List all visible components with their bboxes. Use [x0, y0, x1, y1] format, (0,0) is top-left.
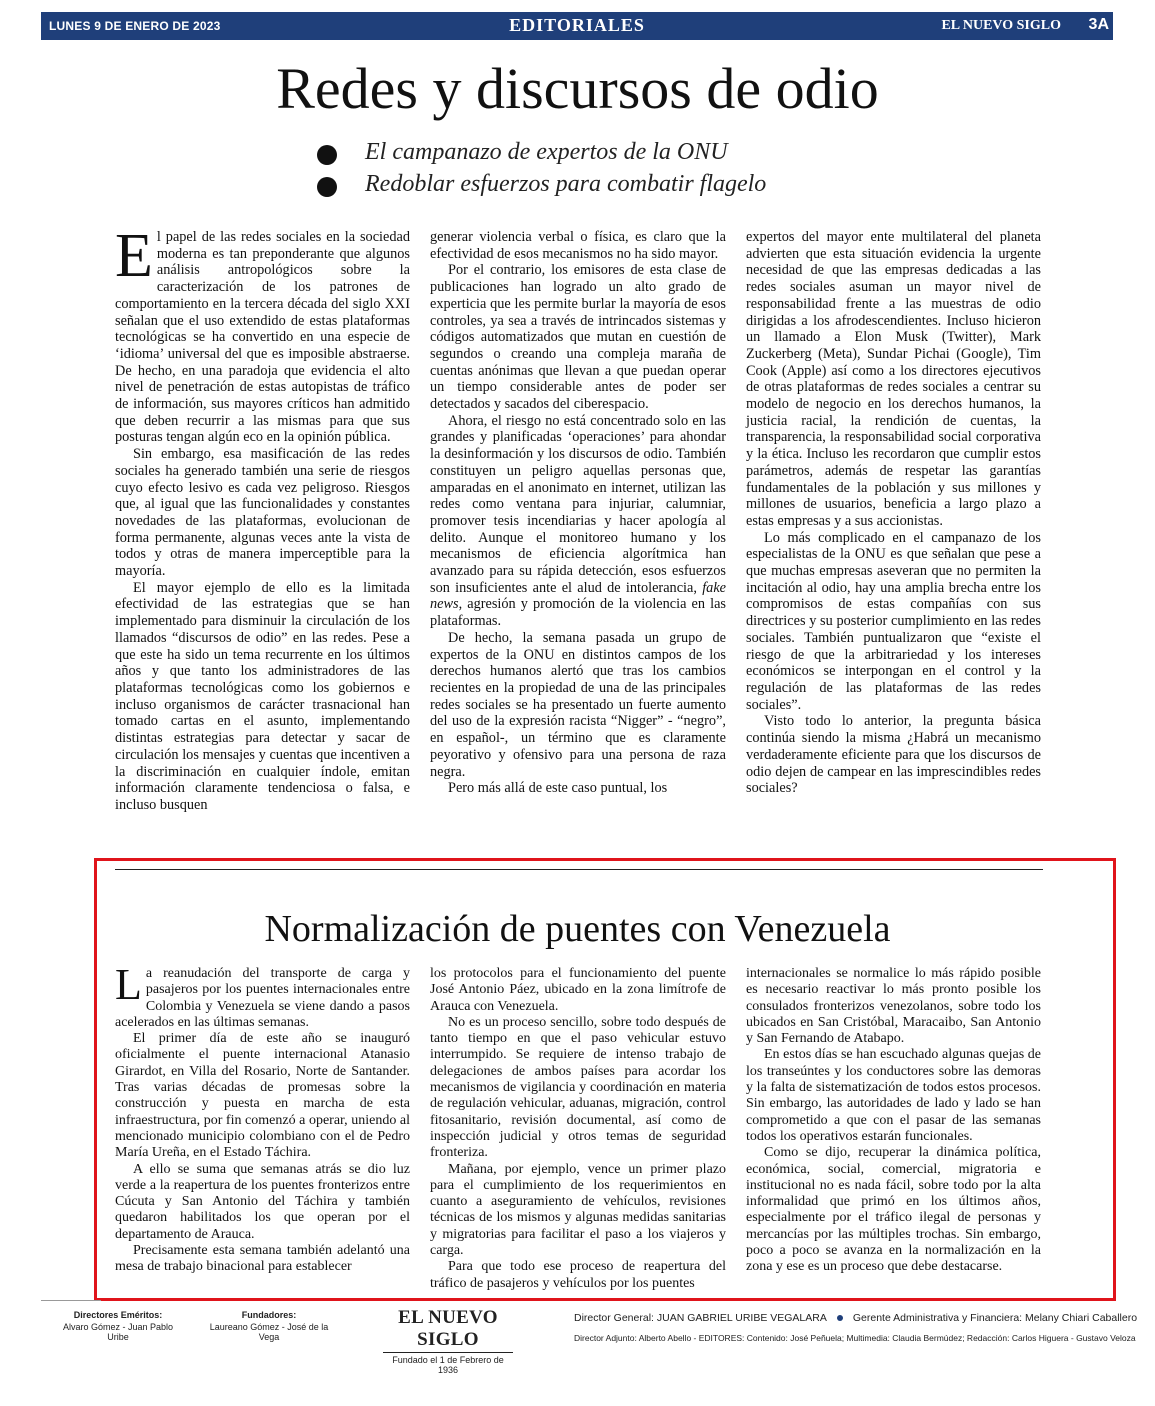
paragraph: Para que todo ese proceso de reapertura del tráfico de pasajeros y vehículos por los puentes	[430, 1259, 726, 1291]
paragraph: El papel de las redes sociales en la sociedad moderna es tan preponderante que algunos análisis antropológicos sobre la caracterización de los patrones de comportamiento en la tercera década del siglo XXI señalan que el uso extendido de estas plataformas tecnológicas se ha convertido en una especie de ‘idioma’ universal del que es imposible abstraerse. De hecho, en una paradoja que evidencia el alto nivel de penetración de estas autopistas de tráfico de información, sus mayores críticos han admitido que deben recurrir a las mismas para que sus posturas tengan algún eco en la opinión pública.	[115, 222, 410, 446]
bullet-icon	[837, 1315, 843, 1321]
newspaper-logo: EL NUEVO SIGLO	[383, 1307, 513, 1353]
page-number: 3A	[1088, 16, 1109, 33]
paragraph: Por el contrario, los emisores de esta clase de publicaciones han logrado un alto grado de experticia que les permite burlar la mayoría de esos controles, ya sea a través de intrincados sistemas y códigos automatizados que mutan en cuestión de segundos o creando una compleja maraña de cuentas anónimas que llevan a que puedan operar un tiempo considerable antes de poder ser detectados y sacados del ciberespacio.	[430, 262, 726, 413]
fundadores-names: Laureano Gómez - José de la Vega	[209, 1322, 329, 1342]
section-title: EDITORIALES	[509, 15, 645, 35]
highlight-frame	[94, 858, 1116, 1301]
staff-line-1	[574, 1312, 1138, 1324]
paragraph: No es un proceso sencillo, sobre todo después de tanto tiempo en que el paso vehicular estuvo interrumpido. Se requiere de intenso trabajo de delegaciones de ambos países para acordar los mecanismos de vigilancia y coordinación en materia de regulación vehicular, aduanas, migración, control fitosanitario, revisión documental, así como de inspección judicial y otros temas de seguridad fronteriza.	[430, 1014, 726, 1161]
paragraph-continuation: los protocolos para el funcionamiento del puente José Antonio Páez, ubicado en la zona limítrofe de Arauca con Venezuela.	[430, 966, 726, 1014]
editorial-1-subtitles	[315, 136, 766, 200]
footer-staff	[574, 1312, 1138, 1343]
footer-divider	[41, 1300, 101, 1301]
paragraph-continuation: internacionales se normalice lo más rápido posible es necesario reactivar lo más pronto posible los consulados fronterizos venezolanos, sobre todo los ubicados en San Cristóbal, Maracaibo, San Antonio y San Fernando de Atabapo.	[746, 966, 1041, 1047]
drop-cap: L	[115, 960, 142, 1009]
paragraph: La reanudación del transporte de carga y pasajeros por los puentes internacionales entre Colombia y Venezuela se viene dando a pasos acelerados en las últimas semanas.	[115, 960, 410, 1030]
paragraph-continuation: expertos del mayor ente multilateral del planeta advierten que esta situación evidencia la urgente necesidad de que las empresas dedicadas a las redes sociales asuman un mayor nivel de responsabilidad frente a las muestras de odio dirigidas a los afrodescendientes. Incluso hicieron un llamado a Elon Musk (Twitter), Mark Zuckerberg (Meta), Sundar Pichai (Google), Tim Cook (Apple) así como a los directores ejecutivos de otras plataformas de redes sociales a centrar su modelo de negocio en los derechos humanos, la justicia racial, la rendición de cuentas, la transparencia, la responsabilidad social corporativa y la ética. Incluso les recordaron que cumplir estos parámetros, además de respetar las garantías fundamentales de la población y sus millones y millones de usuarios, beneficia a largo plazo a estas empresas y a sus accionistas.	[746, 229, 1041, 529]
director-general: Director General: JUAN GABRIEL URIBE VEGALARA	[574, 1312, 827, 1324]
editorial-2-title: Normalización de puentes con Venezuela	[264, 908, 891, 950]
editorial-1-title: Redes y discursos de odio	[276, 56, 879, 121]
bullet-icon	[317, 177, 337, 197]
issue-date: LUNES 9 DE ENERO DE 2023	[49, 19, 221, 33]
subtitle-text: El campanazo de expertos de la ONU	[365, 139, 728, 165]
paragraph: De hecho, la semana pasada un grupo de expertos de la ONU en distintos campos de los derechos humanos alertó que tras los cambios recientes en la propiedad de una de las principales redes sociales se ha presentado un fuerte aumento del uso de la expresión racista “Nigger” - “negro”, en español-, un término que es claramente peyorativo y ofensivo para una persona de raza negra.	[430, 629, 726, 780]
column-2	[430, 229, 726, 841]
emeritos-label: Directores Eméritos:	[73, 1310, 163, 1320]
column-3	[746, 229, 1041, 841]
founded-date: Fundado el 1 de Febrero de 1936	[392, 1355, 504, 1375]
paragraph: Ahora, el riesgo no está concentrado solo en las grandes y planificadas ‘operaciones’ para ahondar la desinformación y los discursos de odio. También constituyen un peligro aquellas personas que, amparadas en el anonimato en internet, utilizan las redes como ventana para injuriar, calumniar, promover tesis incendiarias y hacer apología al delito. Aunque el monitoreo humano y los mecanismos de eficiencia algorítmica han avanzado para su rápida detección, esos esfuerzos son insuficientes ante el alud de intolerancia, fake news, agresión y promoción de la violencia en las plataformas.	[430, 412, 727, 630]
drop-cap: E	[115, 222, 153, 290]
paragraph: El mayor ejemplo de ello es la limitada efectividad de las estrategias que se han implementado para disminuir la circulación de los llamados “discursos de odio” en las redes. Pese a que este ha sido un tema recurrente en los últimos años y que tanto los administradores de las plataformas tecnológicas como los gobiernos e incluso organismos de carácter trasnacional han tomado cartas en el asunto, implementando distintas estrategias para detectar y sacar de circulación los mensajes y cuentas que incentiven a la discriminación en cualquier índole, emitan información claramente tendenciosa o falsa, e incluso busquen	[115, 579, 410, 813]
paragraph: Pero más allá de este caso puntual, los	[448, 780, 668, 797]
newspaper-name: EL NUEVO SIGLO	[941, 18, 1061, 33]
paragraph: Mañana, por ejemplo, vence un primer plazo para el cumplimiento de los requerimientos en cuanto a aseguramiento de vehículos, revisiones técnicas de los mismos y algunas medidas sanitarias y migratorias para facilitar el paso a los viajeros y carga.	[430, 1161, 726, 1259]
paragraph: Sin embargo, esa masificación de las redes sociales ha generado también una serie de riesgos cuyo efecto lesivo es cada vez peligroso. Riesgos que, al igual que las funcionalidades y constantes novedades de las plataformas, evolucionan de forma permanente, algunas veces ante la vista de todos y otras de manera imperceptible para la mayoría.	[115, 446, 410, 580]
footer-masthead	[383, 1307, 513, 1375]
column-1	[115, 222, 410, 841]
staff-line-2: Director Adjunto: Alberto Abello - EDITORES: Contenido: José Peñuela; Multimedia: Claudia Bermúdez; Redacción: Carlos Higuera - Gustavo Veloza	[574, 1333, 1136, 1343]
paragraph: En estos días se han escuchado algunas quejas de los transeúntes y los conductores sobre las demoras y la falta de sistematización de todos estos procesos. Sin embargo, las autoridades de lado y lado se han comprometido a que con el pasar de las semanas todos los operativos estarán funcionales.	[746, 1047, 1041, 1144]
paragraph: Como se dijo, recuperar la dinámica política, económica, social, comercial, migratoria e institucional no es nada fácil, sobre todo por la alta informalidad que primó en los últimos años, especialmente por el tráfico ilegal de personas y mercancías por las múltiples trochas. Sin embargo, poco a poco se avanza en la normalización en la zona y ese es un proceso que debe destacarse.	[746, 1145, 1041, 1275]
bullet-icon	[317, 145, 337, 165]
paragraph: Visto todo lo anterior, la pregunta básica continúa siendo la misma ¿Habrá un mecanismo verdaderamente eficiente para que los discursos de odio dejen de campear en las imprescindibles redes sociales?	[746, 713, 1041, 797]
footer-fundadores	[205, 1310, 333, 1342]
subtitle-text: Redoblar esfuerzos para combatir flagelo	[365, 171, 767, 197]
footer-emeritos	[52, 1310, 184, 1342]
gerente: Gerente Administrativa y Financiera: Melany Chiari Caballero	[852, 1312, 1138, 1324]
paragraph: Precisamente esta semana también adelantó una mesa de trabajo binacional para establecer	[115, 1243, 410, 1275]
paragraph: El primer día de este año se inauguró oficialmente el puente internacional Atanasio Girardot, en Villa del Rosario, Norte de Santander. Tras varias décadas de promesas sobre la construcción y puesta en marcha de esta infraestructura, por fin comenzó a operar, uniendo al mencionado municipio colombiano con el de Pedro María Ureña, en el Estado Táchira.	[115, 1031, 410, 1161]
fundadores-label: Fundadores:	[241, 1310, 297, 1320]
subtitle-item	[315, 136, 766, 168]
emeritos-names: Alvaro Gómez - Juan Pablo Uribe	[62, 1322, 174, 1342]
subtitle-item	[315, 168, 766, 200]
paragraph-continuation: generar violencia verbal o física, es claro que la efectividad de esos mecanismos no ha sido mayor.	[430, 229, 726, 262]
paragraph: Lo más complicado en el campanazo de los especialistas de la ONU es que señalan que pese a que muchas empresas aseveran que no permiten la incitación al odio, hay una amplia brecha entre los compromisos de estas compañías con sus directrices y su posterior cumplimiento en las redes sociales. También puntualizaron que “existe el riesgo de que la arbitrariedad y los intereses económicos se interpongan en el control y la regulación de las plataformas de las redes sociales”.	[746, 529, 1041, 713]
page-header	[41, 12, 1113, 40]
paragraph: A ello se suma que semanas atrás se dio luz verde a la reapertura de los puentes fronterizos entre Cúcuta y San Antonio del Táchira y también quedaron habilitados los que operan por el departamento de Arauca.	[115, 1161, 410, 1242]
